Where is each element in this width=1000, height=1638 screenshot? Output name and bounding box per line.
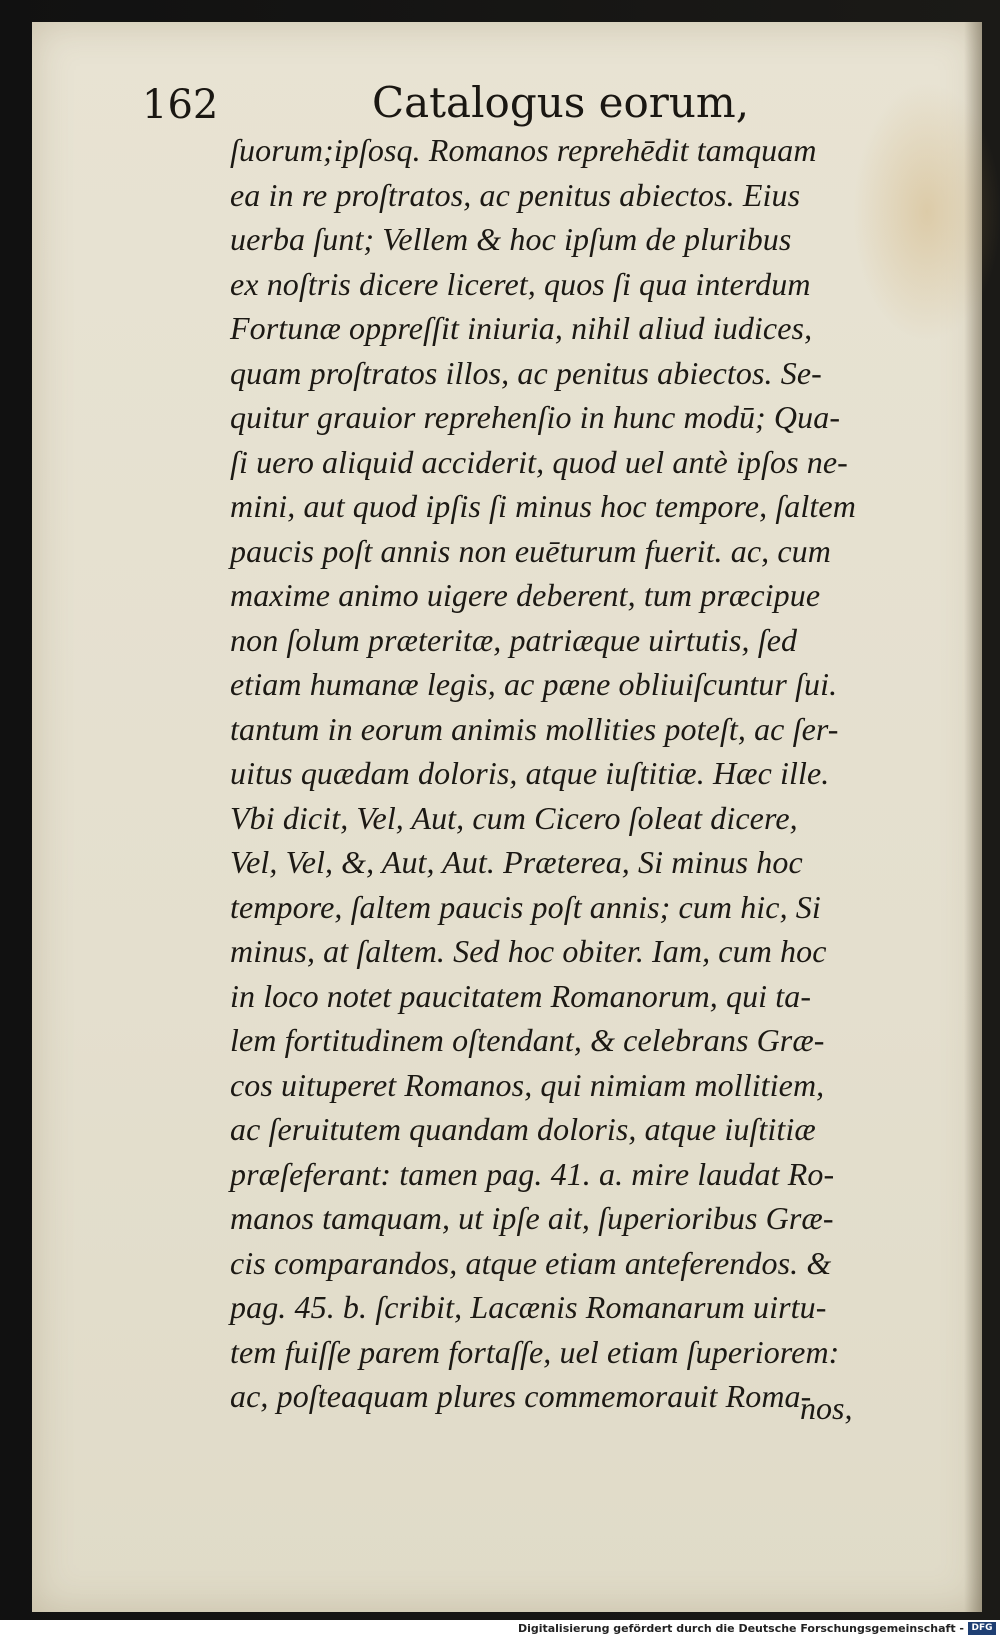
text-line: paucis poſt annis non euēturum fuerit. ac, cum — [230, 532, 831, 569]
text-line: quam proſtratos illos, ac penitus abiectos. Se- — [230, 354, 822, 391]
text-line: ſi uero aliquid acciderit, quod uel antè ipſos ne- — [230, 443, 848, 480]
text-line: lem fortitudinem oſtendant, & celebrans Græ- — [230, 1022, 825, 1058]
text-line: uerba ſunt; Vellem & hoc ipſum de pluribus — [230, 221, 792, 257]
text-line: ſuorum;ipſosq. Romanos reprehēdit tamquam — [230, 132, 817, 168]
text-line: uitus quædam doloris, atque iuſtitiæ. Hæc ille. — [230, 755, 830, 791]
dfg-logo: DFG — [968, 1622, 996, 1635]
text-line: manos tamquam, ut ipſe ait, ſuperioribus Græ- — [230, 1200, 834, 1236]
text-line: ea in re proſtratos, ac penitus abiectos. Eius — [230, 176, 801, 213]
text-line: ac, poſteaquam plures commemorauit Roma- — [230, 1378, 812, 1414]
text-line: cis comparandos, atque etiam anteferendos. & — [230, 1244, 832, 1281]
text-line: Vel, Vel, &, Aut, Aut. Præterea, Si minus hoc — [230, 844, 803, 880]
text-line: mini, aut quod ipſis ſi minus hoc tempore, ſaltem — [230, 488, 856, 524]
text-line: in loco notet paucitatem Romanorum, qui ta- — [230, 977, 812, 1014]
digitization-footer — [0, 1620, 1000, 1638]
body-text — [230, 128, 910, 1419]
text-line: ac ſeruitutem quandam doloris, atque iuſtitiæ — [230, 1111, 816, 1147]
text-line: quitur grauior reprehenſio in hunc modū; Qua- — [230, 399, 841, 435]
catchword: nos, — [800, 1390, 853, 1426]
text-line: maxime animo uigere deberent, tum præcipue — [230, 577, 821, 613]
text-line: minus, at ſaltem. Sed hoc obiter. Iam, cum hoc — [230, 933, 827, 969]
footer-credit: Digitalisierung gefördert durch die Deutsche Forschungsgemeinschaft - — [517, 1622, 964, 1635]
text-line: tem fuiſſe parem fortaſſe, uel etiam ſuperiorem: — [230, 1333, 840, 1370]
page-edge-shadow — [964, 22, 982, 1612]
text-line: non ſolum præteritæ, patriæque uirtutis, ſed — [230, 621, 798, 658]
text-line: ex noſtris dicere liceret, quos ſi qua interdum — [230, 265, 811, 302]
text-line: etiam humanæ legis, ac pæne obliuiſcuntur ſui. — [230, 666, 838, 702]
text-line: præſeferant: tamen pag. 41. a. mire laudat Ro- — [230, 1155, 835, 1192]
text-line: cos uituperet Romanos, qui nimiam mollitiem, — [230, 1066, 825, 1103]
running-head: Catalogus eorum, — [372, 78, 750, 127]
text-line: pag. 45. b. ſcribit, Lacænis Romanarum uirtu- — [230, 1289, 827, 1325]
text-line: Vbi dicit, Vel, Aut, cum Cicero ſoleat dicere, — [230, 799, 798, 836]
text-line: tempore, ſaltem paucis poſt annis; cum hic, Si — [230, 888, 821, 925]
text-line: Fortunæ oppreſſit iniuria, nihil aliud iudices, — [230, 310, 813, 346]
text-line: tantum in eorum animis mollities poteſt, ac ſer- — [230, 710, 839, 747]
page-number: 162 — [142, 82, 219, 128]
